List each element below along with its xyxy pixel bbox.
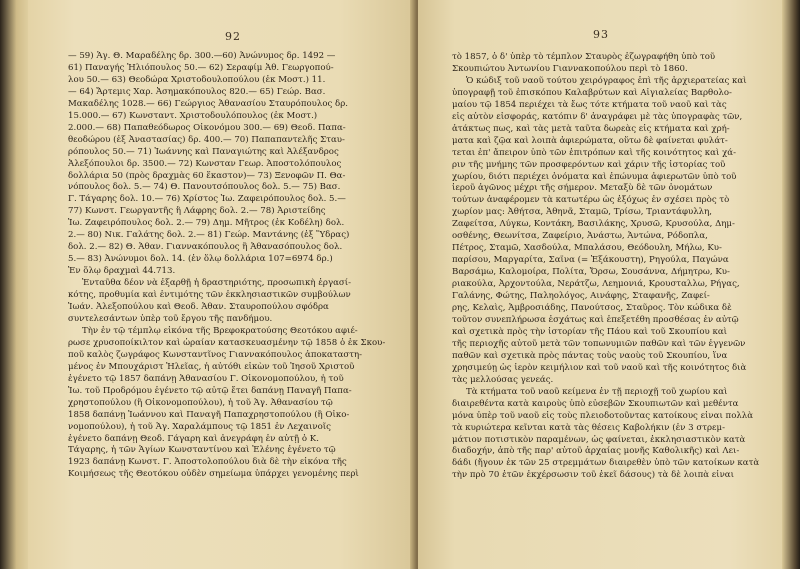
text-line: τοῦτον συνεπλήρωσα ἐσχάτως καὶ ἐπεξετέθη προσθέσας ἐν αὐτῷ <box>452 314 739 325</box>
text-line: Μακαδέλης 1028.— 66) Γεώργιος Ἀθανασίου Σταυρόπουλος δρ. <box>68 98 349 109</box>
text-line: Πέτρος, Σταμῶ, Χασδούλα, Μπαλάσου, Θεόδουλη, Μήλω, Κυ- <box>452 243 722 254</box>
text-line: Τὴν ἐν τῷ τέμπλῳ εἰκόνα τῆς Βρεφοκρατούσης Θεοτόκου αφιέ- <box>82 325 358 336</box>
text-line: ματα καὶ ζῷα καὶ λοιπὰ ἀφιερώματα, οὕτω δὲ φαίνεται φυλάτ- <box>452 135 728 146</box>
text-line: τεται ἐπ' ἄπειρον ὑπὸ τῶν ἐπιτρόπων καὶ τῆς κοινότητος καὶ χά- <box>452 147 736 158</box>
text-line: 1858 δαπάνῃ Ἰωάννου καὶ Παναγῆ Παπαχρηστοπούλου (ἢ Οἰκο- <box>68 409 350 420</box>
text-line: μόνα ὑπὲρ τοῦ ναοῦ εἰς τοὺς πλειοδοτοῦντας κατοίκους εἶναι πολλὰ <box>452 410 754 421</box>
text-line: Βαρσάμω, Καλομοίρα, Πολίτα, Ὄρσω, Σουσάννα, Δήμητρω, Κυ- <box>452 267 730 278</box>
text-line: ἱεροῦ ἀγῶνος μέχρι τῆς σήμερον. Μεταξὺ δὲ τῶν ὀνομάτων <box>452 183 713 194</box>
text-line: ρωσε χρυσοποίκιλτον καὶ ὡραίαν κατασκευασμένην τῷ 1858 ὁ ἐκ Σκου- <box>68 337 386 348</box>
text-line: Σκουπιώτου Ἀντωνίου Γιαννακοπούλου περὶ τὸ 1860. <box>452 63 688 74</box>
text-line: διαιρεθέντα κατὰ καιροὺς ὑπὸ εὐσεβῶν Σκουπιωτῶν καὶ μεθέντα <box>452 398 739 409</box>
text-line: Τάγαρης, ἡ τῶν Ἁγίων Κωνσταντίνου καὶ Ἑλένης ἐγένετο τῷ <box>68 445 336 456</box>
text-line: χρησιμεύῃ ὡς ἱερὸν κειμήλιον καὶ τοῦ ναοῦ καὶ τῆς κοινότητος διὰ <box>452 362 747 373</box>
text-line: ποῦ καλὸς ζωγράφος Κωνσταντῖνος Γιαννακόπουλος ἀποκαταστη- <box>68 349 363 360</box>
page-right <box>418 0 784 569</box>
text-line: 15.000.— 67) Κωνσταντ. Χριστοδουλόπουλος (ἐκ Μοστ.) <box>68 110 318 121</box>
text-line: μαίου τῷ 1854 περιέχει τὰ ἔως τότε κτήματα τοῦ ναοῦ καὶ τὰς <box>452 99 727 110</box>
text-line: παρίσου, Μαργαρίτα, Σαΐνα (= Ἑξάκουστη), Ρηγούλα, Παγώνα <box>452 255 729 266</box>
text-line: ἐγένετο δαπάνῃ Θεοδ. Γάγαρη καὶ ἀνεγράφη ἐν αὐτῇ ὁ Κ. <box>68 433 319 444</box>
text-line: Κοιμήσεως τῆς Θεοτόκου οὐδὲν σημείωμα ὑπάρχει γενομένης περὶ <box>68 469 359 480</box>
text-line: ἐγένετο τῷ 1857 δαπάνῃ Ἀθανασίου Γ. Οἰκονομοπούλου, ἡ τοῦ <box>68 373 344 384</box>
text-line: τὰς μελλούσας γενεάς. <box>452 374 554 385</box>
text-line: τῆς περιοχῆς αὐτοῦ μετὰ τῶν τοπωνυμιῶν παθῶν καὶ τῶν ἐγγενῶν <box>452 338 746 349</box>
right-text-block <box>452 52 766 482</box>
text-line: 2.000.— 68) Παπαθεόδωρος Οἰκονόμου 300.— 69) Θεοδ. Παπα- <box>68 122 346 133</box>
text-line: εἰς αὐτὸν εἰσφοράς, κατόπιν δ' ἀναγράφει μὲ τὰς ὑπογραφὰς τῶν, <box>452 111 743 122</box>
text-line: μάτιον ποτιστικὸν παραμένων, ὡς φαίνεται, ἐκκλησιαστικὸν κατὰ <box>452 434 746 445</box>
text-line: τὸ 1857, ὁ δ' ὑπὲρ τὸ τέμπλον Σταυρὸς ἐζωγραφήθη ὑπὸ τοῦ <box>452 52 716 62</box>
text-line: Ἰω. Ζαφειρόπουλος δολ. 2.— 79) Δημ. Μῆτρος (ἐκ Κοδέλη) δολ. <box>68 218 345 229</box>
text-line: Ἐνταῦθα δέον νὰ ἐξαρθῇ ἡ δραστηριότης, προσωπικὴ ἐργασί- <box>82 278 352 289</box>
text-line: χωρίον μας: Ἀθήτσα, Ἀθηνᾶ, Σταμῶ, Τρίσω, Τριαντάφυλλη, <box>452 207 712 218</box>
text-line: παθῶν καὶ σχετικὰ πρὸς πάντας τοὺς ναοὺς τοῦ Σκουπίου, ἵνα <box>452 350 728 361</box>
left-text-block <box>68 51 398 481</box>
text-line: Τὰ κτήματα τοῦ ναοῦ κείμενα ἐν τῇ περιοχῇ τοῦ χωρίου καὶ <box>466 386 728 397</box>
text-line: οσθένης, Θεωνίτσα, Ζαφείριο, Ἀνάστω, Ἀντώνα, Ρόδοπλα, <box>452 231 708 242</box>
text-line: Γαλάνης, Φώτης, Παληολόγος, Αινάφης, Σταφανῆς, Ζαφεί- <box>452 291 710 302</box>
text-line: θεοδώρου (ἐξ Ἀναστασίας) δρ. 400.— 70) Παπαπαντελῆς Σταυ- <box>68 134 345 145</box>
text-line: συντελεσάντων ὑπὲρ τοῦ ἔργου τῆς πανδήμου. <box>68 313 273 324</box>
text-line: χρηστοπούλου (ἢ Οἰκονομοπούλου), ἡ τοῦ Ἁγ. Ἀθανασίου τῷ <box>68 397 333 408</box>
text-line: κότης, προθυμία καὶ ἐντιμότης τῶν ἐκκλησιαστικῶν συμβούλων <box>68 290 351 301</box>
text-line: — 64) Ἄρτεμις Χαρ. Ἀσημακόπουλος 820.— 65) Γεώρ. Βασ. <box>68 86 326 97</box>
page-left <box>28 0 416 569</box>
text-line: Ὁ κώδιξ τοῦ ναοῦ τούτου χειρόγραφος ἐπὶ τῆς ἀρχιερατείας καὶ <box>466 75 747 86</box>
text-line: τούτων ἀναφέρομεν τὰ κατωτέρω ὡς ἐξόχως ἐν σχέσει πρὸς τὸ <box>452 195 730 206</box>
text-line: 5.— 83) Ἀνώνυμοι δολ. 14. (ἐν ὅλῳ δολλάρια 107=6974 δρ.) <box>68 254 333 265</box>
text-line: χωρίου, διότι περιέχει ὀνόματα καὶ ἐπώνυμα ἀφιερωτῶν ὑπὸ τοῦ <box>452 171 737 182</box>
text-line: Ἰωάν. Ἀλεξοπούλου καὶ Θεοδ. Ἀθαν. Σταυροπούλου σφόδρα <box>68 302 329 313</box>
book-edge-right <box>782 0 800 569</box>
text-line: ριακούλα, Ἀρχοντούλα, Νεράτζω, Λεημονιά, Κρουσταλλω, Ρήγας, <box>452 279 740 290</box>
text-line: ὑπογραφῇ τοῦ ἐπισκόπου Καλαβρύτων καὶ Αἰγιαλείας Βαρθολο- <box>452 87 732 98</box>
text-line: Ἐν ὅλῳ δραχμαὶ 44.713. <box>68 266 176 277</box>
text-line: — 59) Ἁγ. Θ. Μαραδέλης δρ. 300.—60) Ἀνώνυμος δρ. 1492 — <box>68 51 336 61</box>
page-number-right: 93 <box>593 28 609 41</box>
text-line: νόπουλος δολ. 5.— 74) Θ. Πανουτσόπουλος δολ. 5.— 75) Βασ. <box>68 182 341 193</box>
text-line: ρόπουλος 50.— 71) Ἰωάννης καὶ Παναγιώτης καὶ Ἀλέξανδρος <box>68 146 339 157</box>
text-line: Ἀλεξόπουλοι δρ. 3500.— 72) Κωνσταν Γεωρ. Ἀποστολόπουλος <box>68 158 342 169</box>
text-line: διαδοχήν, ἀπὸ τῆς παρ' αὐτοῦ ἀρχαίας μονῆς Καθολικῆς) καὶ Λει- <box>452 446 740 457</box>
text-line: Ἰω. τοῦ Προδρόμου ἐγένετο τῷ αὐτῷ ἔτει δαπάνῃ Παναγῆ Παπα- <box>68 385 352 396</box>
text-line: καὶ σχετικὰ πρὸς τὴν ἱστορίαν τῆς Πάου καὶ τοῦ Σκουπίου καὶ <box>452 326 728 337</box>
book-edge-left <box>0 0 30 569</box>
text-line: ρης, Κελαὶς, Ἀμβροσιάδης, Πανούτσος, Σταῦρος. Τὸν κώδικα δὲ <box>452 303 732 314</box>
text-line: ἀτάκτως πως, καὶ τὰς μετὰ ταῦτα δωρεὰς εἰς κτήματα καὶ χρή- <box>452 123 730 134</box>
text-line: μένος ἐν Μπουχάριστ Ἠλεῖας, ἡ αὐτόθι εἰκὼν τοῦ Ἰησοῦ Χριστοῦ <box>68 361 355 372</box>
text-line: τὰ κυριώτερα κεῖνται κατὰ τὰς θέσεις Καβολήκιν (ἐν 3 στρεμ- <box>452 422 725 433</box>
text-line: 1923 δαπάνῃ Κωνστ. Γ. Ἀποστολοπούλου διὰ δὲ τὴν εἰκόνα τῆς <box>68 457 347 468</box>
text-line: Γ. Τάγαρης δολ. 10.— 76) Χρίστος Ἰω. Ζαφειρόπουλος δολ. 5.— <box>68 194 346 205</box>
text-line: δολ. 2.— 82) Θ. Ἀθαν. Γιαννακόπουλος ἢ Ἀθανασόπουλος δολ. <box>68 242 343 253</box>
text-line: νομοπούλου), ἡ τοῦ Ἁγ. Χαραλάμπους τῷ 1851 ἐν Λεχαινοῖς <box>68 421 331 432</box>
text-line: ριν τῆς μνήμης τῶν προσφερόντων καὶ χάριν τῆς ἱστορίας τοῦ <box>452 159 726 170</box>
text-line: 77) Κωνστ. Γεωργαντῆς ἢ Λάφρης δολ. 2.— 78) Ἀριστείδης <box>68 206 326 217</box>
page-number-left: 92 <box>225 30 241 43</box>
text-line: Ζαφείτσα, Λύγκω, Κοντάκη, Βασιλάκης, Χρυσῶ, Κρυσούλα, Δημ- <box>452 219 735 230</box>
text-line: δολλάρια 50 (πρὸς δραχμὰς 60 ἕκαστον)— 73) Ξενοφῶν Π. Θα- <box>68 170 346 181</box>
text-line: δάδι (ἤγουν ἐκ τῶν 25 στρεμμάτων διαιρεθὲν ὑπὸ τῶν κατοίκων κατὰ <box>452 458 760 469</box>
text-line: 2.— 80) Νικ. Γαλάτης δολ. 2.— 81) Γεώρ. Μαντάνης (ἐξ Ὕδρας) <box>68 230 350 241</box>
text-line: τὴν πρὸ 70 ἐτῶν ἐκχέρσωσιν τοῦ ἐκεῖ δάσους) τὰ δὲ λοιπὰ εἶναι <box>452 470 734 481</box>
text-line: 61) Παναγής Ἠλιόπουλος 50.— 62) Σεραφίμ Ἀθ. Γεωργοπού- <box>68 62 334 73</box>
text-line: λου 50.— 63) Θεοδώρα Χριστοδουλοπούλου (ἐκ Μοστ.) 11. <box>68 74 326 85</box>
